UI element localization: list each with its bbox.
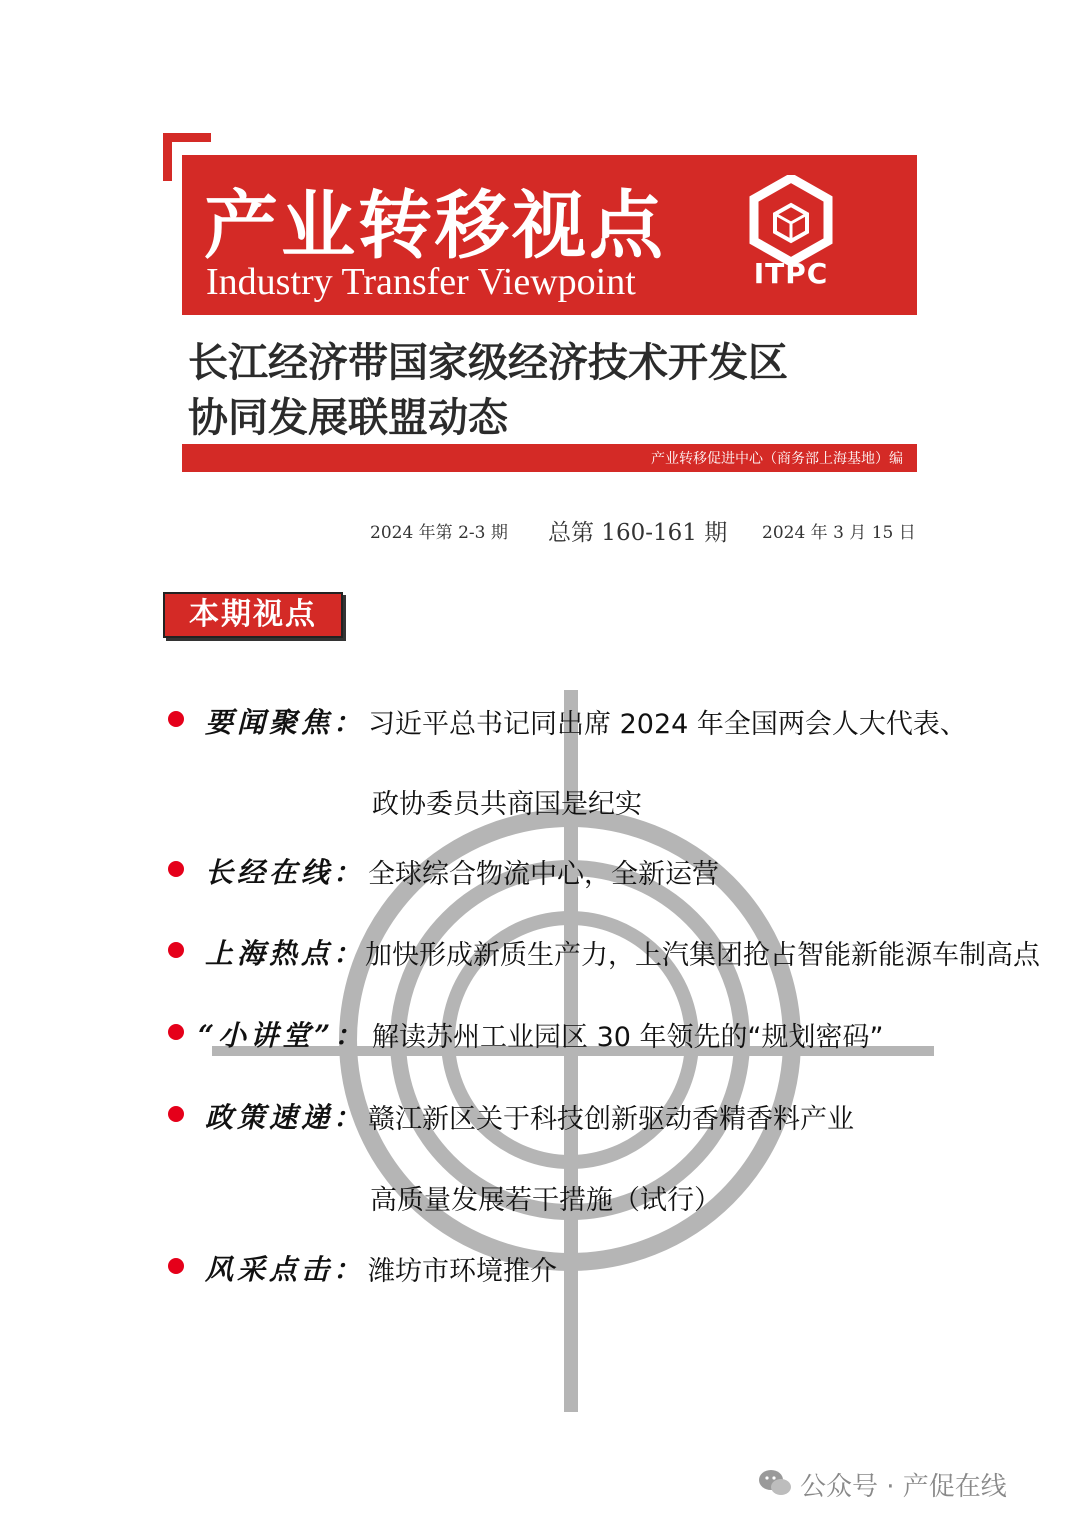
subtitle-line-2: 协同发展联盟动态 <box>188 394 508 441</box>
item-text-news-focus-cont: 政协委员共商国是纪实 <box>372 789 642 820</box>
masthead-banner <box>182 155 917 315</box>
section-title: 本期视点 <box>189 597 317 632</box>
item-label-news-focus: 要闻聚焦： <box>205 706 366 739</box>
item-label-shanghai-hot: 上海热点： <box>205 937 366 970</box>
bullet-icon <box>168 711 184 727</box>
masthead-title-cn: 产业转移视点 <box>204 183 666 269</box>
item-text-lecture: 解读苏州工业园区 30 年领先的“规划密码” <box>372 1022 884 1053</box>
bullet-icon <box>168 1024 184 1040</box>
item-label-online: 长经在线： <box>205 856 366 889</box>
item-text-showcase: 潍坊市环境推介 <box>368 1256 557 1287</box>
editor-credit: 产业转移促进中心（商务部上海基地）编 <box>651 451 903 467</box>
section-title-box <box>163 592 343 638</box>
item-text-news-focus: 习近平总书记同出席 2024 年全国两会人大代表、 <box>368 709 967 740</box>
editor-bar <box>182 444 917 472</box>
logo-text: ITPC <box>753 257 829 290</box>
itpc-logo-icon <box>749 175 833 265</box>
subtitle-line-1: 长江经济带国家级经济技术开发区 <box>188 339 788 386</box>
bullet-icon <box>168 861 184 877</box>
item-label-lecture: “小讲堂”： <box>198 1019 367 1052</box>
item-text-online: 全球综合物流中心，全新运营 <box>368 859 719 890</box>
corner-bracket-vertical <box>163 133 172 181</box>
item-text-policy-cont: 高质量发展若干措施（试行） <box>370 1185 721 1216</box>
item-text-shanghai-hot: 加快形成新质生产力，上汽集团抢占智能新能源车制高点 <box>365 940 1040 971</box>
total-issue-number: 总第 160-161 期 <box>548 520 728 546</box>
wechat-icon <box>758 1468 792 1498</box>
bullet-icon <box>168 1106 184 1122</box>
bullet-icon <box>168 1258 184 1274</box>
issue-date: 2024 年 3 月 15 日 <box>762 523 916 543</box>
masthead-title-en: Industry Transfer Viewpoint <box>206 261 636 303</box>
item-text-policy: 赣江新区关于科技创新驱动香精香料产业 <box>368 1104 854 1135</box>
item-label-showcase: 风采点击： <box>205 1253 366 1286</box>
watermark-text: 公众号 · 产促在线 <box>800 1472 1007 1502</box>
item-label-policy: 政策速递： <box>205 1101 366 1134</box>
issue-number: 2024 年第 2-3 期 <box>370 523 508 543</box>
bullet-icon <box>168 942 184 958</box>
